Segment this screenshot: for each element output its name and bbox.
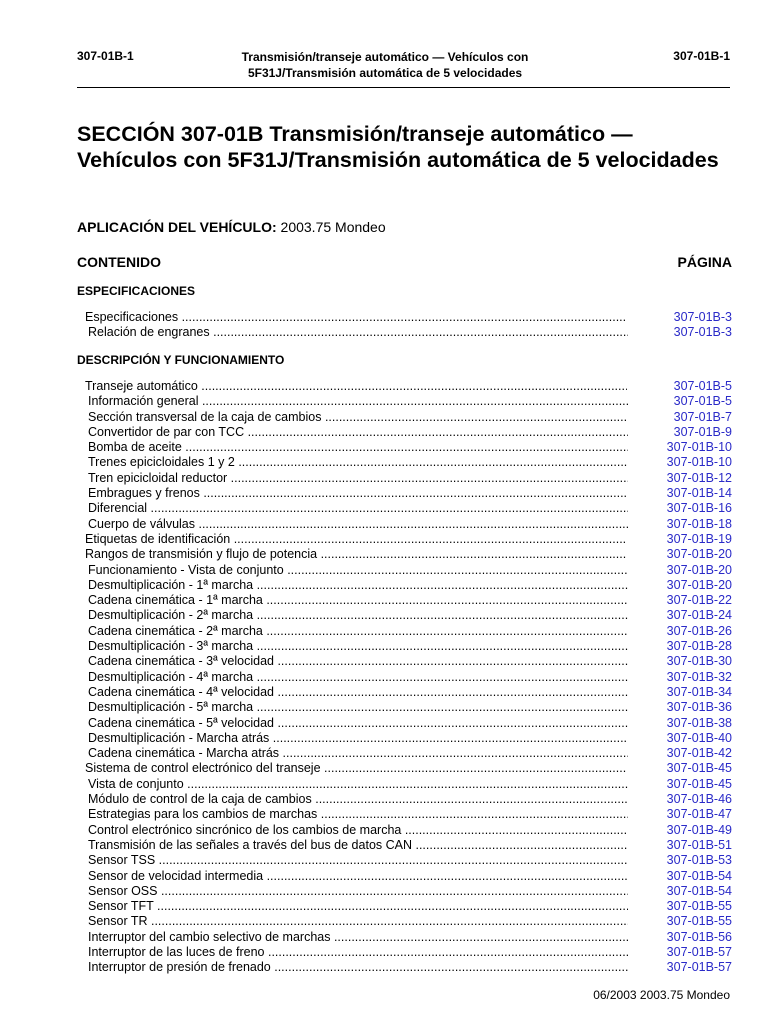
toc-entry-title[interactable]: Cadena cinemática - 2ª marcha ..... bbox=[88, 624, 628, 639]
page-title: SECCIÓN 307-01B Transmisión/transeje automático — Vehículos con 5F31J/Transmisión automática de 5 velocidades bbox=[77, 122, 719, 172]
toc-entry-page-link[interactable]: 307-01B-53 bbox=[666, 853, 732, 868]
toc-entry[interactable] bbox=[0, 807, 768, 822]
toc-entry-title[interactable]: Cadena cinemática - 5ª velocidad ..... bbox=[88, 716, 628, 731]
toc-entry[interactable] bbox=[0, 310, 768, 325]
toc-entry[interactable] bbox=[0, 486, 768, 501]
toc-entry-page-link[interactable]: 307-01B-55 bbox=[666, 914, 732, 929]
header-title bbox=[210, 49, 560, 81]
header-page-number: 307-01B-1 bbox=[673, 49, 730, 63]
toc-entry-page-link[interactable]: 307-01B-34 bbox=[666, 684, 732, 699]
toc-entry[interactable] bbox=[0, 914, 768, 929]
toc-entry-page-link[interactable]: 307-01B-45 bbox=[666, 761, 732, 776]
toc-entry-page-link[interactable]: 307-01B-18 bbox=[666, 516, 732, 531]
toc-entry-page-link[interactable]: 307-01B-12 bbox=[666, 470, 732, 485]
vehicle-application-label: APLICACIÓN DEL VEHÍCULO: bbox=[77, 219, 277, 235]
toc-entry-title[interactable]: Desmultiplicación - 2ª marcha ..... bbox=[88, 608, 628, 623]
toc-entry-title[interactable]: Convertidor de par con TCC ..... bbox=[88, 425, 628, 440]
toc-entry[interactable] bbox=[0, 325, 768, 340]
contents-heading: CONTENIDO bbox=[77, 254, 161, 270]
toc-entry-title[interactable]: Desmultiplicación - 4ª marcha ..... bbox=[88, 670, 628, 685]
toc-entry[interactable] bbox=[0, 899, 768, 914]
toc-entry-page-link[interactable]: 307-01B-54 bbox=[666, 883, 732, 898]
toc-entry[interactable] bbox=[0, 884, 768, 899]
toc-entry-page-link[interactable]: 307-01B-42 bbox=[666, 746, 732, 761]
toc-entry-page-link[interactable]: 307-01B-57 bbox=[666, 960, 732, 975]
toc-entry-title[interactable]: Sección transversal de la caja de cambios ..... bbox=[88, 410, 628, 425]
toc-entry-page-link[interactable]: 307-01B-36 bbox=[666, 700, 732, 715]
toc-entry-page-link[interactable]: 307-01B-32 bbox=[666, 669, 732, 684]
toc-entry-page-link[interactable]: 307-01B-40 bbox=[666, 730, 732, 745]
toc-entry-title[interactable]: Sensor TFT ..... bbox=[88, 899, 628, 914]
toc-entry-page-link[interactable]: 307-01B-3 bbox=[673, 310, 732, 324]
toc-entry[interactable] bbox=[0, 593, 768, 608]
toc-entry[interactable] bbox=[0, 960, 768, 975]
toc-entry[interactable] bbox=[0, 563, 768, 578]
toc-entry-page-link[interactable]: 307-01B-28 bbox=[666, 639, 732, 654]
toc-entry-title[interactable]: Desmultiplicación - Marcha atrás ..... bbox=[88, 731, 628, 746]
toc-entry-page-link[interactable]: 307-01B-20 bbox=[666, 562, 732, 577]
toc-entry-title[interactable]: Desmultiplicación - 3ª marcha ..... bbox=[88, 639, 628, 654]
toc-entry-title[interactable]: Interruptor del cambio selectivo de marchas ..... bbox=[88, 930, 628, 945]
toc-entry[interactable] bbox=[0, 670, 768, 685]
toc-entry-page-link[interactable]: 307-01B-9 bbox=[673, 424, 732, 439]
toc-entry[interactable] bbox=[0, 425, 768, 440]
toc-entry[interactable] bbox=[0, 716, 768, 731]
toc-entry-title[interactable]: Rangos de transmisión y flujo de potencia ..... bbox=[85, 547, 627, 562]
toc-entry-title[interactable]: Cadena cinemática - Marcha atrás ..... bbox=[88, 746, 628, 761]
toc-entry-title[interactable]: Transmisión de las señales a través del bus de datos CAN ..... bbox=[88, 838, 628, 853]
toc-entry[interactable] bbox=[0, 930, 768, 945]
toc-entry-title[interactable]: Cadena cinemática - 1ª marcha ..... bbox=[88, 593, 628, 608]
vehicle-application-value: 2003.75 Mondeo bbox=[280, 219, 386, 235]
toc-entry-title[interactable]: Interruptor de las luces de freno ..... bbox=[88, 945, 628, 960]
toc-entry[interactable] bbox=[0, 945, 768, 960]
toc-entry-page-link[interactable]: 307-01B-10 bbox=[666, 440, 732, 455]
toc-entry[interactable] bbox=[0, 394, 768, 409]
toc-entry-page-link[interactable]: 307-01B-7 bbox=[673, 409, 732, 424]
toc-entry[interactable] bbox=[0, 823, 768, 838]
toc-entry-page-link[interactable]: 307-01B-5 bbox=[673, 394, 732, 409]
toc-entry[interactable] bbox=[0, 532, 768, 547]
toc-entry-title[interactable]: Interruptor de presión de frenado ..... bbox=[88, 960, 628, 975]
header-section-number: 307-01B-1 bbox=[77, 49, 134, 63]
toc-entry[interactable] bbox=[0, 624, 768, 639]
toc-entry-title[interactable]: Tren epicicloidal reductor ..... bbox=[88, 471, 628, 486]
toc-entry-title[interactable]: Cadena cinemática - 4ª velocidad ..... bbox=[88, 685, 628, 700]
toc-entry-title[interactable]: Diferencial ..... bbox=[88, 501, 628, 516]
toc-entry[interactable] bbox=[0, 471, 768, 486]
header-title-line-2: 5F31J/Transmisión automática de 5 velocidades bbox=[247, 66, 523, 80]
toc-entry[interactable] bbox=[0, 440, 768, 455]
toc-entry[interactable] bbox=[0, 869, 768, 884]
toc-entry-title[interactable]: Bomba de aceite ..... bbox=[88, 440, 628, 455]
toc-entry-page-link[interactable]: 307-01B-20 bbox=[666, 577, 732, 592]
toc-entry-page-link[interactable]: 307-01B-45 bbox=[666, 776, 732, 791]
toc-entry-title[interactable]: Desmultiplicación - 1ª marcha ..... bbox=[88, 578, 628, 593]
toc-entry-page-link[interactable]: 307-01B-49 bbox=[666, 822, 732, 837]
toc-entry[interactable] bbox=[0, 685, 768, 700]
toc-entry[interactable] bbox=[0, 792, 768, 807]
toc-entry-title[interactable]: Cuerpo de válvulas ..... bbox=[88, 517, 628, 532]
toc-entry[interactable] bbox=[0, 608, 768, 623]
header-divider bbox=[77, 87, 730, 88]
toc-entry[interactable] bbox=[0, 639, 768, 654]
toc-entry-page-link[interactable]: 307-01B-26 bbox=[666, 623, 732, 638]
toc-entry-page-link[interactable]: 307-01B-16 bbox=[666, 501, 732, 516]
toc-entry[interactable] bbox=[0, 455, 768, 470]
toc-entry[interactable] bbox=[0, 501, 768, 516]
toc-entry[interactable] bbox=[0, 777, 768, 792]
toc-entry-page-link[interactable]: 307-01B-22 bbox=[666, 593, 732, 608]
toc-entry-title[interactable]: Etiquetas de identificación ..... bbox=[85, 532, 627, 547]
toc-entry-title[interactable]: Funcionamiento - Vista de conjunto ..... bbox=[88, 563, 628, 578]
toc-entry-page-link[interactable]: 307-01B-3 bbox=[673, 325, 732, 340]
toc-entry-page-link[interactable]: 307-01B-24 bbox=[666, 608, 732, 623]
toc-entry-title[interactable]: Desmultiplicación - 5ª marcha ..... bbox=[88, 700, 628, 715]
toc-entry-title[interactable]: Embragues y frenos ..... bbox=[88, 486, 628, 501]
page-column-heading: PÁGINA bbox=[677, 254, 732, 270]
header-title-line-1: Transmisión/transeje automático — Vehículos con bbox=[241, 50, 529, 64]
toc-entry-title[interactable]: Sensor de velocidad intermedia ..... bbox=[88, 869, 628, 884]
toc-entry-title[interactable]: Información general ..... bbox=[88, 394, 628, 409]
toc-entry[interactable] bbox=[0, 746, 768, 761]
toc-entry-title[interactable]: Especificaciones ..... bbox=[85, 310, 627, 325]
toc-entry[interactable] bbox=[0, 578, 768, 593]
toc-entry-title[interactable]: Sensor TR ..... bbox=[88, 914, 628, 929]
toc-entry[interactable] bbox=[0, 379, 768, 394]
toc-entry[interactable] bbox=[0, 731, 768, 746]
toc-entry-page-link[interactable]: 307-01B-46 bbox=[666, 792, 732, 807]
vehicle-application bbox=[77, 219, 386, 235]
toc-entry-page-link[interactable]: 307-01B-55 bbox=[666, 899, 732, 914]
toc-entry-page-link[interactable]: 307-01B-38 bbox=[666, 715, 732, 730]
toc-entry[interactable] bbox=[0, 761, 768, 776]
footer-date-model: 06/2003 2003.75 Mondeo bbox=[593, 988, 730, 1002]
toc-entry[interactable] bbox=[0, 547, 768, 562]
toc-entry-page-link[interactable]: 307-01B-14 bbox=[666, 486, 732, 501]
toc-entry-title[interactable]: Relación de engranes ..... bbox=[88, 325, 628, 340]
toc-entry-page-link[interactable]: 307-01B-57 bbox=[666, 944, 732, 959]
toc-entry-page-link[interactable]: 307-01B-20 bbox=[666, 547, 732, 562]
toc-entry-title[interactable]: Sensor OSS ..... bbox=[88, 884, 628, 899]
toc-entry-page-link[interactable]: 307-01B-19 bbox=[666, 531, 732, 546]
toc-entry-page-link[interactable]: 307-01B-47 bbox=[666, 807, 732, 822]
toc-entry-page-link[interactable]: 307-01B-51 bbox=[666, 837, 732, 852]
toc-list-description bbox=[0, 379, 768, 976]
toc-entry-title[interactable]: Cadena cinemática - 3ª velocidad ..... bbox=[88, 654, 628, 669]
toc-entry-title[interactable]: Sensor TSS ..... bbox=[88, 853, 628, 868]
toc-entry-title[interactable]: Trenes epicicloidales 1 y 2 ..... bbox=[88, 455, 628, 470]
toc-entry[interactable] bbox=[0, 853, 768, 868]
section-heading-specifications: ESPECIFICACIONES bbox=[77, 284, 196, 298]
toc-entry[interactable] bbox=[0, 700, 768, 715]
toc-entry-page-link[interactable]: 307-01B-10 bbox=[666, 455, 732, 470]
toc-entry-page-link[interactable]: 307-01B-5 bbox=[673, 379, 732, 393]
toc-entry[interactable] bbox=[0, 838, 768, 853]
toc-entry-page-link[interactable]: 307-01B-56 bbox=[666, 929, 732, 944]
toc-entry[interactable] bbox=[0, 517, 768, 532]
toc-entry-title[interactable]: Estrategias para los cambios de marchas ..... bbox=[88, 807, 628, 822]
toc-entry-title[interactable]: Módulo de control de la caja de cambios ..... bbox=[88, 792, 628, 807]
toc-entry[interactable] bbox=[0, 654, 768, 669]
toc-entry-title[interactable]: Sistema de control electrónico del transeje ..... bbox=[85, 761, 627, 776]
toc-entry[interactable] bbox=[0, 410, 768, 425]
toc-entry-title[interactable]: Vista de conjunto ..... bbox=[88, 777, 628, 792]
section-heading-description: DESCRIPCIÓN Y FUNCIONAMIENTO bbox=[77, 353, 285, 367]
toc-entry-page-link[interactable]: 307-01B-54 bbox=[666, 868, 732, 883]
toc-list-specifications bbox=[0, 310, 768, 341]
toc-entry-page-link[interactable]: 307-01B-30 bbox=[666, 654, 732, 669]
toc-entry-title[interactable]: Transeje automático ..... bbox=[85, 379, 627, 394]
toc-entry-title[interactable]: Control electrónico sincrónico de los cambios de marcha ..... bbox=[88, 823, 628, 838]
